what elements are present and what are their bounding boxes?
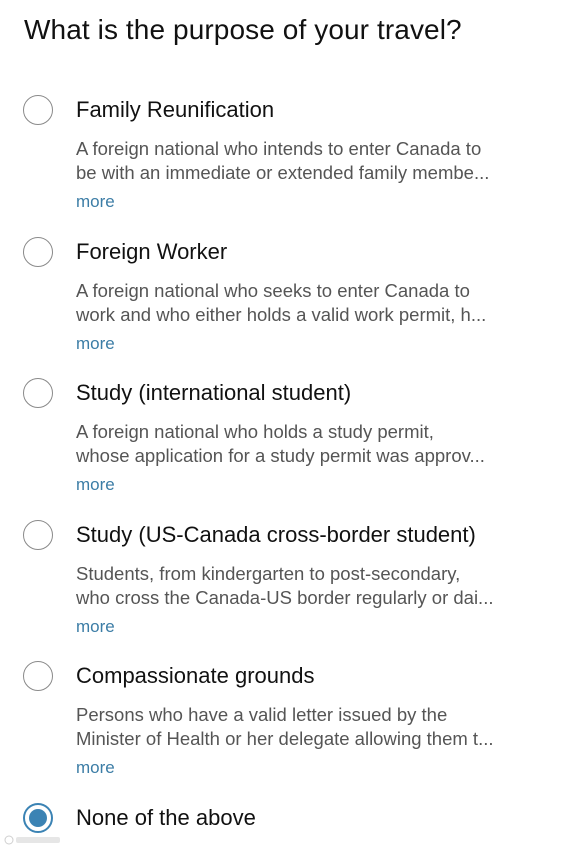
option-description bbox=[76, 420, 546, 468]
description-line: A foreign national who seeks to enter Canada to bbox=[76, 280, 470, 301]
option-description bbox=[76, 137, 546, 185]
option-title: None of the above bbox=[76, 805, 256, 830]
description-line: Persons who have a valid letter issued by the bbox=[76, 704, 448, 725]
description-line: be with an immediate or extended family membe... bbox=[76, 162, 490, 183]
more-link[interactable]: more bbox=[76, 334, 115, 353]
option-title: Family Reunification bbox=[76, 97, 275, 122]
description-line: work and who either holds a valid work permit, h... bbox=[76, 304, 487, 325]
radio-button[interactable] bbox=[23, 95, 53, 125]
description-line: A foreign national who holds a study permit, bbox=[76, 421, 434, 442]
radio-button[interactable] bbox=[23, 237, 53, 267]
more-link[interactable]: more bbox=[76, 475, 115, 494]
description-line: A foreign national who intends to enter Canada to bbox=[76, 138, 482, 159]
option-title: Study (international student) bbox=[76, 380, 352, 405]
watermark-logo-icon bbox=[4, 834, 62, 846]
more-link[interactable]: more bbox=[76, 192, 115, 211]
option-title: Compassionate grounds bbox=[76, 663, 315, 688]
description-line: Minister of Health or her delegate allowing them t... bbox=[76, 728, 494, 749]
watermark bbox=[4, 834, 62, 849]
radio-button[interactable] bbox=[23, 520, 53, 550]
description-line: Students, from kindergarten to post-secondary, bbox=[76, 563, 461, 584]
option-description bbox=[76, 562, 546, 610]
option-title: Foreign Worker bbox=[76, 239, 228, 264]
radio-button[interactable] bbox=[23, 378, 53, 408]
radio-button[interactable] bbox=[23, 803, 53, 833]
page-title: What is the purpose of your travel? bbox=[24, 14, 462, 45]
description-line: whose application for a study permit was approv... bbox=[76, 445, 485, 466]
more-link[interactable]: more bbox=[76, 617, 115, 636]
radio-dot bbox=[29, 809, 47, 827]
option-description bbox=[76, 279, 546, 327]
more-link[interactable]: more bbox=[76, 758, 115, 777]
option-title: Study (US-Canada cross-border student) bbox=[76, 522, 476, 547]
option-description bbox=[76, 703, 546, 751]
radio-button[interactable] bbox=[23, 661, 53, 691]
description-line: who cross the Canada-US border regularly or dai... bbox=[76, 587, 494, 608]
